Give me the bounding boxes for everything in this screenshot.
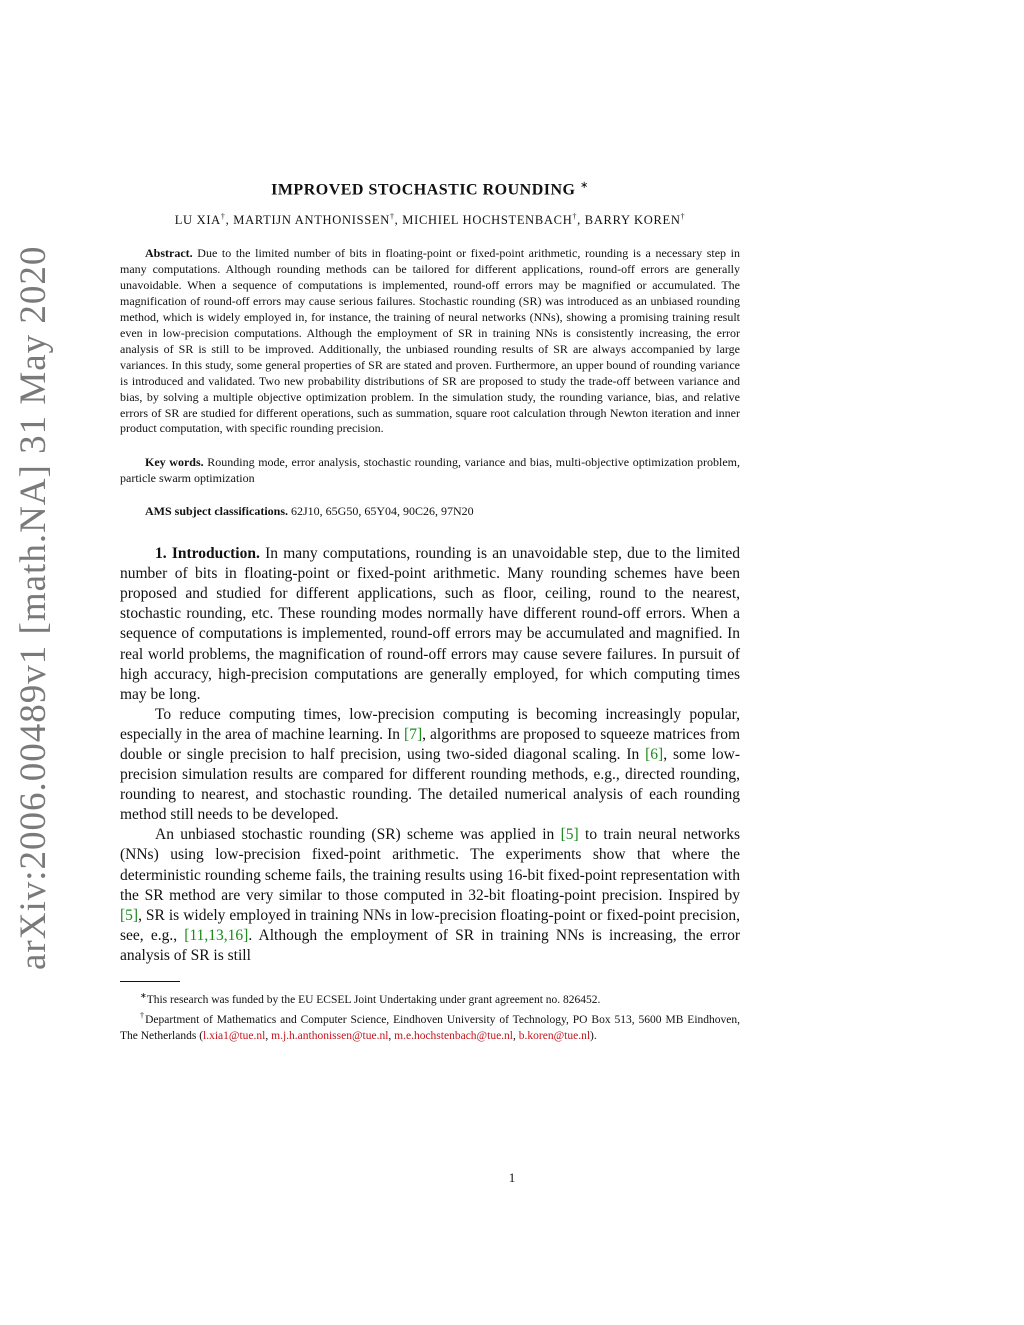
- author: MARTIJN ANTHONISSEN: [233, 213, 390, 228]
- keywords-label: Key words.: [145, 455, 204, 470]
- funding-footnote: [120, 988, 740, 1008]
- ams-label: AMS subject classifications.: [145, 504, 288, 519]
- paragraph-text: An unbiased stochastic rounding (SR) scheme was applied in: [155, 826, 561, 844]
- abstract: [120, 246, 740, 437]
- title-footnote-mark: ∗: [580, 180, 589, 191]
- footnote-text: This research was funded by the EU ECSEL Joint Undertaking under grant agreement no. 826452.: [146, 993, 601, 1006]
- citation-link[interactable]: [11,: [184, 926, 209, 944]
- footnote-text: ).: [590, 1029, 597, 1042]
- author: BARRY KOREN: [584, 213, 681, 228]
- paragraph-text: To reduce computing times, low-precision computing is becoming increasingly popular, especially in the area of machine learning. In: [120, 705, 740, 743]
- introduction-section: [120, 544, 740, 966]
- footnote-divider: [120, 981, 180, 982]
- paragraph-text: , some low-precision simulation results are compared for different rounding methods, e.g., directed rounding, rounding to nearest, and stochastic rounding. The detailed numerical analysis of each rounding method still needs to be developed.: [120, 746, 740, 824]
- email-link[interactable]: m.j.h.anthonissen@tue.nl: [271, 1029, 389, 1042]
- citation-link[interactable]: 16]: [227, 926, 249, 944]
- author: MICHIEL HOCHSTENBACH: [402, 213, 573, 228]
- paper-title: [120, 180, 740, 199]
- paragraph-text: . Although the employment of SR in training NNs is increasing, the error analysis of SR is still: [120, 926, 741, 964]
- email-link[interactable]: b.koren@tue.nl: [518, 1029, 591, 1042]
- title-text: IMPROVED STOCHASTIC ROUNDING: [271, 181, 576, 199]
- paragraph-text: In many computations, rounding is an unavoidable step, due to the limited number of bits in floating-point or fixed-point arithmetic. Many rounding schemes have been proposed and studied for different applications, such as floor, ceiling, round to the nearest, stochastic rounding, etc. These rounding modes normally have different round-off errors. When a sequence of computations is implemented, round-off errors may be accumulated and magnified. In real world problems, the magnification of round-off errors may cause severe failures. In pursuit of high accuracy, high-precision computations are generally employed, for which computing times may be long.: [120, 545, 740, 703]
- footnote-mark: †: [140, 1011, 146, 1021]
- author-affiliation-mark: †: [389, 212, 395, 222]
- paragraph-text: to train neural networks (NNs) using low-precision fixed-point arithmetic. The experiments show that where the deterministic rounding scheme fails, the training results using 16-bit fixed-point representation with the SR method are very similar to those computed in 32-bit floating-point precision. Inspired by: [120, 826, 740, 904]
- email-link[interactable]: l.xia1@tue.nl: [203, 1029, 266, 1042]
- paragraph: [120, 825, 740, 966]
- footnotes: [120, 988, 740, 1044]
- email-link[interactable]: m.e.hochstenbach@tue.nl: [394, 1029, 514, 1042]
- author: LU XIA: [174, 213, 221, 228]
- author-affiliation-mark: †: [220, 212, 226, 222]
- paragraph: [120, 544, 740, 705]
- footnote-mark: ∗: [140, 991, 147, 1001]
- citation-link[interactable]: [7]: [404, 725, 423, 743]
- ams-classifications: [145, 504, 740, 520]
- ams-codes: 62J10, 65G50, 65Y04, 90C26, 97N20: [291, 504, 474, 519]
- keywords: [120, 455, 740, 487]
- paragraph-text: , algorithms are proposed to squeeze matrices from double or single precision to half precision, using two-sided diagonal scaling. In: [120, 725, 741, 764]
- affiliation-footnote: †Department of Mathematics and Computer Science, Eindhoven University of Technology, PO Box 513, 5600 MB Eindhoven, The Netherlands (l.xia1@tue.nl, m.j.h.anthonissen@tue.nl, m.e.hochstenbach@tue.nl, b.koren@tue.nl).: [120, 1011, 741, 1042]
- citation-link[interactable]: [5]: [560, 826, 579, 844]
- arxiv-identifier: arXiv:2006.00489v1 [math.NA] 31 May 2020: [13, 245, 54, 970]
- author-affiliation-mark: †: [680, 212, 686, 222]
- citation-link[interactable]: [6]: [645, 746, 664, 764]
- citation-link[interactable]: [5]: [120, 906, 139, 924]
- citation-link[interactable]: 13,: [208, 926, 228, 944]
- abstract-text: Due to the limited number of bits in floating-point or fixed-point arithmetic, rounding is a necessary step in many computations. Although rounding methods can be tailored for different applications, round-off errors are generally unavoidable. When a sequence of computations is implemented, round-off errors may be magnified or accumulated. The magnification of round-off errors may cause serious failures. Stochastic rounding (SR) was introduced as an unbiased rounding method, which is widely employed in, for instance, the training of neural networks (NNs), showing a promising training result even in low-precision computations. Although the employment of SR in training NNs is consistently increasing, the error analysis of SR is still to be improved. Additionally, the unbiased rounding results of SR are always accompanied by large variances. In this study, some general properties of SR are stated and proven. Furthermore, an upper bound of rounding variance is introduced and validated. Two new probability distributions of SR are proposed to study the trade-off between variance and bias, by solving a multiple objective optimization problem. In the simulation study, the rounding variance, bias, and relative errors of SR are studied for different operations, such as summation, square root calculation through Newton iteration and inner product computation, with specific rounding precision.: [120, 246, 740, 436]
- page-number: 1: [508, 1170, 516, 1185]
- footnote-text: Department of Mathematics and Computer Science, Eindhoven University of Technology, PO Box 513, 5600 MB Eindhoven, The Netherlands (: [120, 1014, 741, 1042]
- abstract-label: Abstract.: [145, 246, 193, 261]
- author-list: LU XIA†, MARTIJN ANTHONISSEN†, MICHIEL HOCHSTENBACH†, BARRY KOREN†: [174, 212, 686, 228]
- paper-page: [120, 180, 740, 1044]
- author-affiliation-mark: †: [572, 212, 578, 222]
- keywords-text: Rounding mode, error analysis, stochastic rounding, variance and bias, multi-objective optimization problem, particle swarm optimization: [120, 455, 740, 486]
- section-heading: 1. Introduction.: [155, 545, 260, 563]
- paragraph-text: , SR is widely employed in training NNs in low-precision floating-point or fixed-point precision, see, e.g.,: [120, 906, 740, 944]
- paragraph: [120, 705, 740, 826]
